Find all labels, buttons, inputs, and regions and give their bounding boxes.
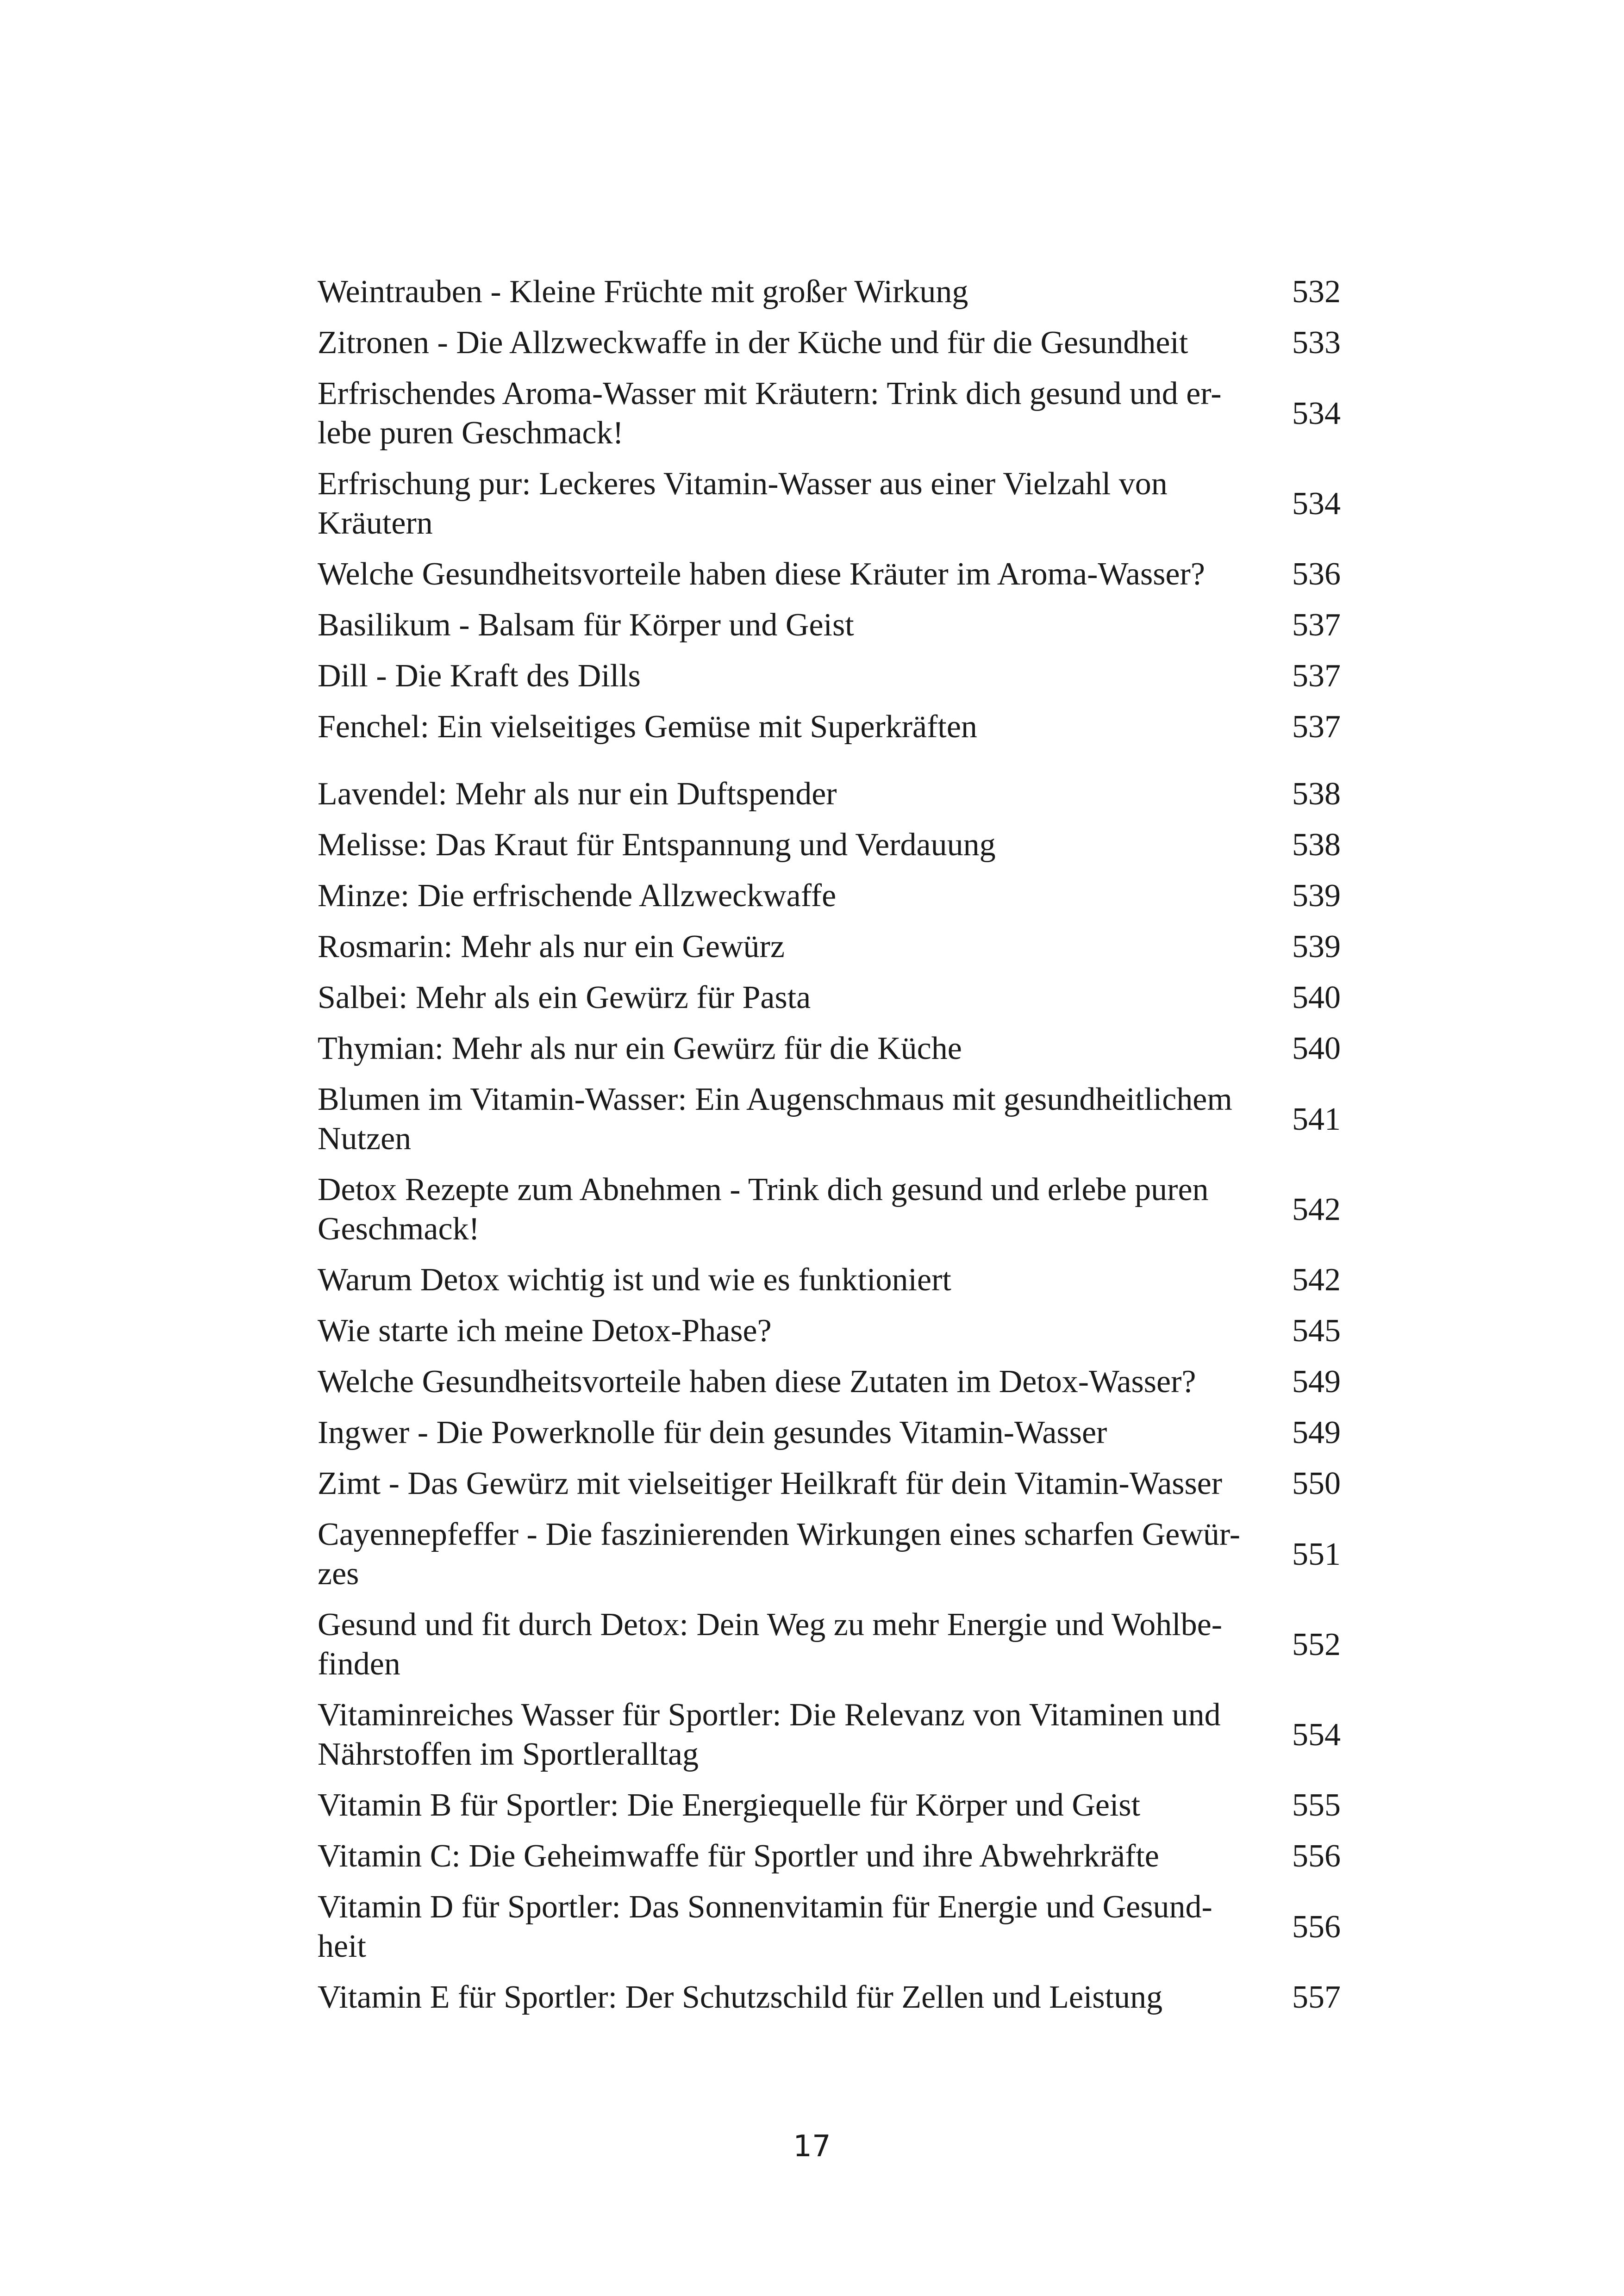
toc-entry-page: 537 [1292,709,1341,745]
toc-entry-title: Erfrischung pur: Leckeres Vitamin-Wasser aus einer Vielzahl von Kräutern [318,466,1168,541]
toc-entry-page: 550 [1292,1466,1341,1501]
toc-entry-page: 537 [1292,607,1341,643]
toc-entry [318,1887,1341,1966]
toc-entry-page: 532 [1292,274,1341,310]
toc-entry-title: Weintrauben - Kleine Früchte mit großer Wirkung [318,274,968,310]
toc-entry [318,774,1341,814]
toc-entry [318,1978,1341,2017]
toc-entry-page: 539 [1292,929,1341,964]
toc-entry [318,1311,1341,1350]
toc-entry-page: 534 [1292,395,1341,431]
toc-entry-title: Rosmarin: Mehr als nur ein Gewürz [318,929,785,964]
toc-entry-page: 542 [1292,1262,1341,1298]
toc-entry [318,554,1341,594]
toc-entry-title: Vitamin C: Die Geheimwaffe für Sportler und ihre Abwehrkräfte [318,1838,1159,1874]
toc-entry [318,876,1341,915]
toc-entry-title: Blumen im Vitamin-Wasser: Ein Augenschmaus mit gesundheitlichem Nutzen [318,1082,1232,1157]
toc-entry-page: 557 [1292,1979,1341,2015]
toc-entry [318,1170,1341,1249]
toc-entry-page: 549 [1292,1364,1341,1400]
table-of-contents [318,272,1341,2028]
toc-entry-title: Welche Gesundheitsvorteile haben diese Zutaten im Detox-Wasser? [318,1364,1196,1400]
toc-entry-title: Detox Rezepte zum Abnehmen - Trink dich gesund und erlebe puren Geschmack! [318,1172,1209,1247]
toc-entry-page: 554 [1292,1717,1341,1753]
toc-entry [318,1836,1341,1876]
toc-entry-title: Ingwer - Die Powerknolle für dein gesundes Vitamin-Wasser [318,1415,1107,1450]
toc-entry-page: 542 [1292,1191,1341,1227]
toc-entry [318,1515,1341,1593]
toc-entry [318,1464,1341,1503]
toc-entry-title: Vitamin E für Sportler: Der Schutzschild für Zellen und Leistung [318,1979,1163,2015]
toc-entry-title: Vitamin B für Sportler: Die Energiequelle für Körper und Geist [318,1787,1141,1823]
toc-entry-title: Thymian: Mehr als nur ein Gewürz für die Küche [318,1031,962,1066]
toc-entry [318,272,1341,311]
toc-entry [318,1362,1341,1401]
toc-entry-title: Gesund und fit durch Detox: Dein Weg zu mehr Energie und Wohlbe- finden [318,1607,1223,1682]
page-number: 17 [793,2129,831,2164]
toc-entry-page: 540 [1292,980,1341,1015]
toc-entry-page: 540 [1292,1031,1341,1066]
toc-entry-page: 551 [1292,1536,1341,1572]
toc-entry-title: Salbei: Mehr als ein Gewürz für Pasta [318,980,811,1015]
toc-entry [318,1029,1341,1068]
toc-entry [318,978,1341,1017]
toc-entry-title: Melisse: Das Kraut für Entspannung und Verdauung [318,827,996,863]
toc-entry-page: 538 [1292,776,1341,812]
toc-entry [318,374,1341,453]
toc-entry-title: Erfrischendes Aroma-Wasser mit Kräutern: Trink dich gesund und er- lebe puren Geschmack! [318,376,1222,451]
toc-entry-page: 536 [1292,556,1341,592]
toc-entry-page: 539 [1292,878,1341,914]
toc-entry [318,707,1341,747]
toc-entry-page: 549 [1292,1415,1341,1450]
toc-entry-title: Zitronen - Die Allzweckwaffe in der Küche und für die Gesundheit [318,325,1188,361]
toc-entry-title: Dill - Die Kraft des Dills [318,658,641,694]
toc-entry-page: 556 [1292,1909,1341,1945]
toc-entry-title: Warum Detox wichtig ist und wie es funktioniert [318,1262,951,1298]
toc-entry-page: 545 [1292,1313,1341,1349]
toc-entry-title: Lavendel: Mehr als nur ein Duftspender [318,776,837,812]
toc-entry [318,1260,1341,1300]
toc-entry-title: Cayennepfeffer - Die faszinierenden Wirkungen eines scharfen Gewür- zes [318,1517,1241,1592]
toc-entry [318,927,1341,966]
toc-entry-title: Zimt - Das Gewürz mit vielseitiger Heilkraft für dein Vitamin-Wasser [318,1466,1223,1501]
toc-entry-page: 552 [1292,1626,1341,1662]
toc-entry-title: Basilikum - Balsam für Körper und Geist [318,607,854,643]
toc-entry [318,656,1341,696]
toc-entry [318,464,1341,543]
toc-entry [318,1413,1341,1452]
toc-entry-page: 556 [1292,1838,1341,1874]
toc-entry [318,1080,1341,1158]
toc-entry-page: 534 [1292,485,1341,522]
toc-entry-title: Wie starte ich meine Detox-Phase? [318,1313,772,1349]
toc-entry-page: 555 [1292,1787,1341,1823]
toc-entry-title: Minze: Die erfrischende Allzweckwaffe [318,878,837,914]
toc-entry [318,1695,1341,1774]
toc-entry-page: 533 [1292,325,1341,361]
toc-entry-title: Vitaminreiches Wasser für Sportler: Die Relevanz von Vitaminen und Nährstoffen im Sportleralltag [318,1697,1221,1772]
toc-entry-title: Vitamin D für Sportler: Das Sonnenvitamin für Energie und Gesund- heit [318,1889,1212,1964]
toc-entry-title: Welche Gesundheitsvorteile haben diese Kräuter im Aroma-Wasser? [318,556,1205,592]
toc-entry-page: 537 [1292,658,1341,694]
toc-entry-title: Fenchel: Ein vielseitiges Gemüse mit Superkräften [318,709,977,745]
toc-entry [318,605,1341,645]
toc-entry-page: 538 [1292,827,1341,863]
toc-entry [318,825,1341,865]
toc-entry [318,1605,1341,1684]
toc-entry-page: 541 [1292,1101,1341,1137]
toc-entry [318,1786,1341,1825]
toc-entry [318,323,1341,362]
